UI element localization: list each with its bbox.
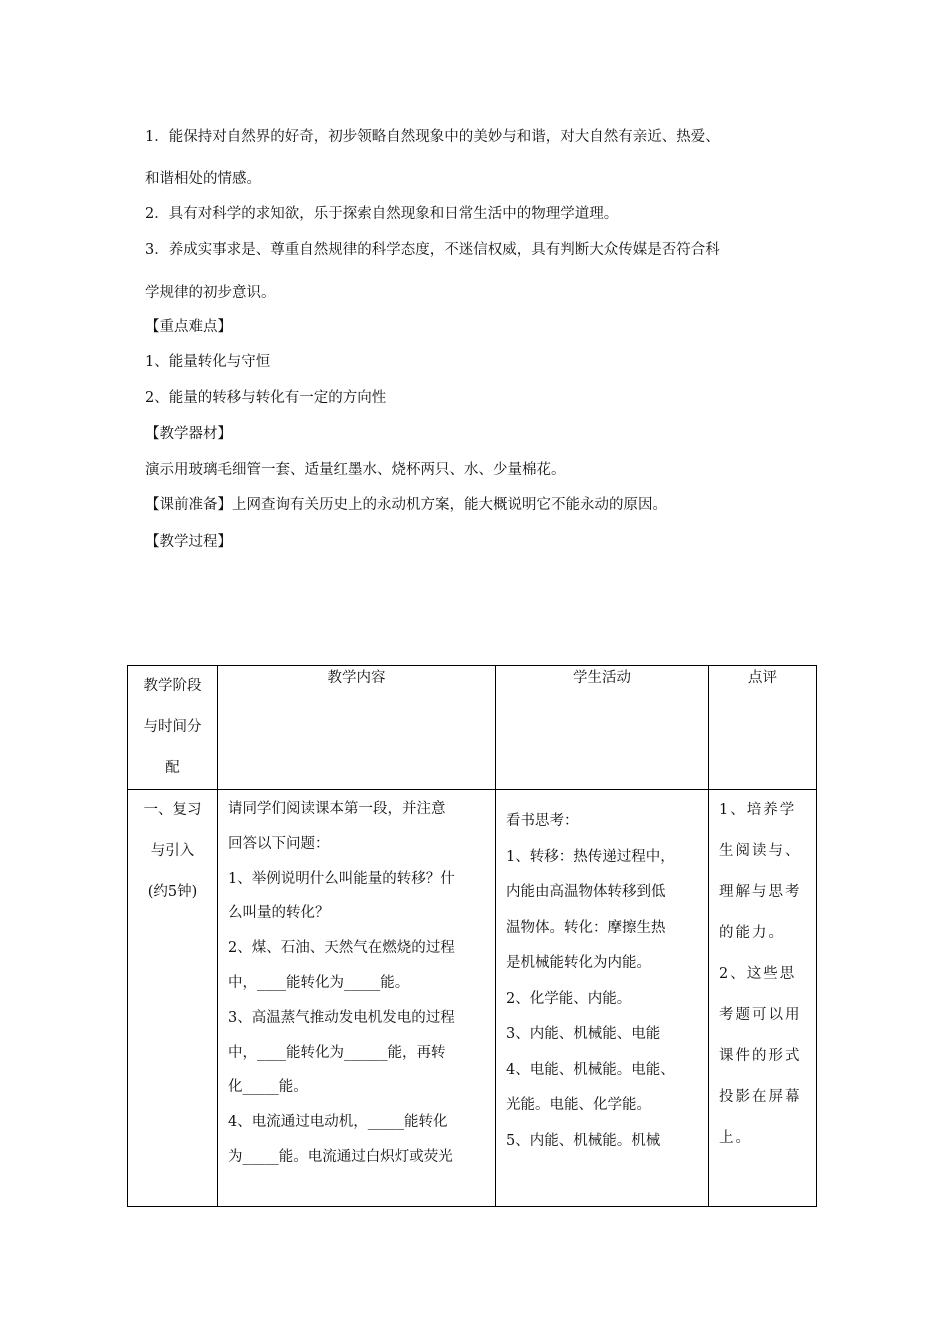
activity-line: 2、化学能、内能。 (506, 990, 632, 1007)
activity-line: 4、电能、机械能。电能、 (506, 1061, 675, 1078)
content-cell (218, 790, 496, 1207)
preparation-text: 上网查询有关历史上的永动机方案，能大概说明它不能永动的原因。 (232, 497, 667, 513)
activity-line: 是机械能转化为内能。 (506, 955, 651, 971)
activity-line: 看书思考： (506, 813, 579, 829)
header-stage-line: 与时间分 (143, 719, 202, 735)
equipment-text: 演示用玻璃毛细管一套、适量红墨水、烧杯两只、水、少量棉花。 (145, 462, 566, 478)
goal-line-3: 2．具有对科学的求知欲，乐于探索自然现象和日常生活中的物理学道理。 (145, 206, 619, 222)
content-line: 2、煤、石油、天然气在燃烧的过程 (228, 940, 455, 957)
key-point-2: 2、能量的转移与转化有一定的方向性 (145, 390, 387, 406)
header-stage (128, 666, 218, 790)
comment-line: 1、培养学 (719, 802, 797, 818)
table-header-row (128, 666, 817, 790)
comment-line: 考题可以用 (719, 1007, 802, 1023)
activity-line: 内能由高温物体转移到低 (506, 884, 666, 900)
content-line: 中，____能转化为______能，再转 (228, 1044, 446, 1061)
activity-cell (496, 790, 709, 1207)
content-line: 化_____能。 (228, 1079, 308, 1096)
goal-line-5: 学规律的初步意识。 (145, 285, 276, 301)
content-line: 3、高温蒸气推动发电机发电的过程 (228, 1009, 455, 1026)
activity-line: 光能。电能、化学能。 (506, 1097, 651, 1113)
preparation-heading: 【课前准备】 (145, 497, 232, 513)
stage-line: 与引入 (150, 843, 195, 859)
comment-line: 生阅读与、 (719, 843, 802, 859)
header-comment: 点评 (709, 666, 817, 790)
content-line: 中，____能转化为_____能。 (228, 974, 410, 991)
comment-cell (709, 790, 817, 1207)
table-row (128, 790, 817, 1207)
content-line: 为_____能。电流通过白炽灯或荧光 (228, 1148, 453, 1165)
header-stage-line: 配 (165, 760, 180, 776)
process-heading: 【教学过程】 (145, 534, 232, 550)
header-content: 教学内容 (218, 666, 496, 790)
header-activity: 学生活动 (496, 666, 709, 790)
comment-line: 2、这些思 (719, 966, 797, 982)
comment-line: 投影在屏幕 (719, 1089, 802, 1105)
activity-line: 5、内能、机械能。机械 (506, 1132, 661, 1149)
lesson-plan-table (127, 665, 817, 1207)
activity-line: 3、内能、机械能、电能 (506, 1026, 661, 1042)
stage-cell (128, 790, 218, 1207)
goal-line-4: 3．养成实事求是、尊重自然规律的科学态度，不迷信权威，具有判断大众传媒是否符合科 (145, 242, 720, 258)
key-points-heading: 【重点难点】 (145, 319, 232, 335)
comment-line: 理解与思考 (719, 884, 802, 900)
content-line: 么叫量的转化？ (228, 905, 330, 922)
key-point-1: 1、能量转化与守恒 (145, 354, 271, 370)
content-line: 4、电流通过电动机，_____能转化 (228, 1114, 448, 1131)
content-line: 请同学们阅读课本第一段，并注意 (228, 801, 446, 817)
stage-line: 一、复习 (143, 802, 202, 818)
equipment-heading: 【教学器材】 (145, 426, 232, 442)
goal-line-1: 1．能保持对自然界的好奇，初步领略自然现象中的美妙与和谐，对大自然有亲近、热爱、 (145, 129, 720, 145)
preparation-line (145, 498, 815, 513)
activity-line: 1、转移：热传递过程中， (506, 848, 675, 865)
content-line: 1、举例说明什么叫能量的转移？什 (228, 870, 455, 887)
goal-line-2: 和谐相处的情感。 (145, 171, 261, 187)
comment-line: 课件的形式 (719, 1048, 802, 1064)
header-stage-line: 教学阶段 (143, 678, 202, 694)
content-line: 回答以下问题： (228, 835, 330, 852)
stage-line: (约5钟) (147, 884, 198, 900)
comment-line: 上。 (719, 1130, 752, 1146)
activity-line: 温物体。转化：摩擦生热 (506, 919, 666, 936)
comment-line: 的能力。 (719, 925, 785, 941)
